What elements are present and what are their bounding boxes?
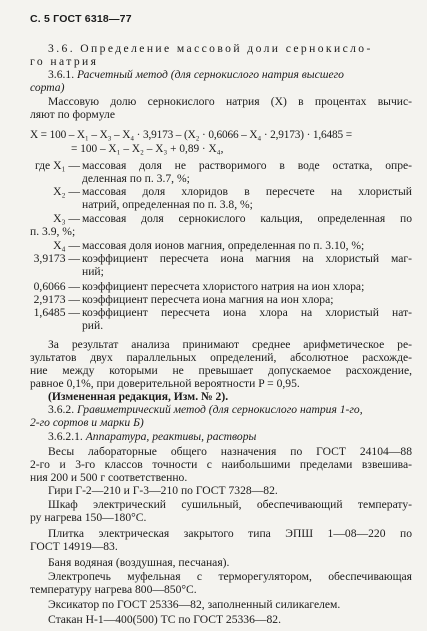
legend-label-1-6485: 1,6485 — xyxy=(33,306,80,319)
scales-line-2: 2-го и 3-го классов точности с наибольшими пределами взвешива- xyxy=(30,458,412,472)
legend-desc-0-6066-line-1: коэффициент пересчета хлористого натрия на ион хлора; xyxy=(82,280,365,293)
subsection-3-6-1-line-2: сорта) xyxy=(30,80,65,94)
legend-desc-x2-line-2: натрий, определенная по п. 3.8, %; xyxy=(82,198,253,212)
intro-line-2: ляют по формуле xyxy=(30,107,115,121)
legend-desc-x4-line-1: массовая доля ионов магния, определенная по п. 3.10, %; xyxy=(82,239,365,253)
subsection-number: 3.6.2. xyxy=(48,403,75,417)
legend-label-0-6066: 0,6066 — xyxy=(33,280,80,293)
furnace-line-2: температуру нагрева 800—850°С. xyxy=(30,583,197,597)
legend-desc-x1-line-1: массовая доля не растворимого в воде остатка, опре- xyxy=(82,158,412,172)
result-line-3: ние между которыми не превышает допускаемое расхождение, xyxy=(30,363,412,377)
oven-line-2: ру нагрева 150—180°С. xyxy=(30,511,147,524)
subsection-3-6-1-line-1 xyxy=(48,68,412,82)
weights-line: Гири Г-2—210 и Г-3—210 по ГОСТ 7328—82. xyxy=(48,484,278,498)
water-bath-line: Баня водяная (воздушная, песчаная). xyxy=(48,555,230,569)
subsection-number: 3.6.2.1. xyxy=(48,430,83,444)
legend-label-x4: X₄ — xyxy=(53,239,80,253)
formula-line-1: X = 100 – X₁ – X₃ – X₄ · 3,9173 – (X₂ · 0,6066 – X₄ · 2,9173) · 1,6485 = xyxy=(30,128,352,141)
legend-desc-3-9173-line-1: коэффициент пересчета иона магния на хлористый маг- xyxy=(82,252,412,266)
subsection-number: 3.6.1. xyxy=(48,67,75,81)
hotplate-line-2: ГОСТ 14919—83. xyxy=(30,539,118,553)
scales-line-1: Весы лабораторные общего назначения по ГОСТ 24104—88 xyxy=(48,445,412,459)
result-line-1: За результат анализа принимают среднее арифметическое ре- xyxy=(48,337,412,351)
scales-line-3: ния 200 и 500 г соответственно. xyxy=(30,471,188,485)
legend-label-x3: X₃ — xyxy=(53,212,80,226)
legend-desc-x2-line-1: массовая доля хлоридов в пересчете на хлористый xyxy=(82,185,412,199)
result-line-4: равное 0,1%, при доверительной вероятности P = 0,95. xyxy=(30,376,300,390)
desiccator-line: Эксикатор по ГОСТ 25336—82, заполненный силикагелем. xyxy=(48,598,341,612)
subsection-3-6-2-line-1 xyxy=(48,403,412,417)
subsection-title: Гравиметрический метод (для сернокислого натрия 1-го, xyxy=(77,403,363,417)
result-line-2: зультатов двух параллельных определений, абсолютное расхожде- xyxy=(30,350,412,364)
page-header: С. 5 ГОСТ 6318—77 xyxy=(30,13,132,25)
legend-label-3-9173: 3,9173 — xyxy=(33,252,80,266)
legend-desc-1-6485-line-2: рий. xyxy=(82,319,104,332)
legend-desc-1-6485-line-1: коэффициент пересчета иона хлора на хлористый нат- xyxy=(82,306,412,319)
subsection-3-6-2-1 xyxy=(48,430,427,444)
legend-desc-x1-line-2: деленная по п. 3.7, %; xyxy=(82,171,190,185)
legend-desc-x3-line-2: п. 3.9, %; xyxy=(30,225,76,239)
hotplate-line-1: Плитка электрическая закрытого типа ЭПШ 1—08—220 по xyxy=(48,526,412,540)
furnace-line-1: Электропечь муфельная с терморегулятором, обеспечивающая xyxy=(48,570,412,584)
formula-line-2: = 100 – X₁ – X₂ – X₃ + 0,89 · X₄, xyxy=(71,142,224,155)
edition-note: (Измененная редакция, Изм. № 2). xyxy=(48,389,229,403)
beaker-line: Стакан Н-1—400(500) ТС по ГОСТ 25336—82. xyxy=(48,613,281,626)
legend-desc-2-9173-line-1: коэффициент пересчета иона магния на ион хлора; xyxy=(82,293,334,306)
section-title-line-1: 3.6. Определение массовой доли сернокисло- xyxy=(48,41,373,55)
legend-label-x1: где X₁ — xyxy=(34,158,80,172)
section-title-line-2: го натрия xyxy=(30,54,99,68)
legend-label-2-9173: 2,9173 — xyxy=(33,293,80,306)
oven-line-1: Шкаф электрический сушильный, обеспечивающий температу- xyxy=(48,498,412,511)
legend-desc-x3-line-1: массовая доля сернокислого кальция, определенная по xyxy=(82,212,412,226)
subsection-title: Аппаратура, реактивы, растворы xyxy=(85,430,257,444)
subsection-title: Расчетный метод (для сернокислого натрия высшего xyxy=(77,67,344,81)
intro-line-1: Массовую долю сернокислого натрия (X) в процентах вычис- xyxy=(48,94,412,108)
legend-desc-3-9173-line-2: ний; xyxy=(82,265,104,279)
legend-label-x2: X₂ — xyxy=(53,185,80,199)
subsection-3-6-2-line-2: 2-го сортов и марки Б) xyxy=(30,416,144,430)
